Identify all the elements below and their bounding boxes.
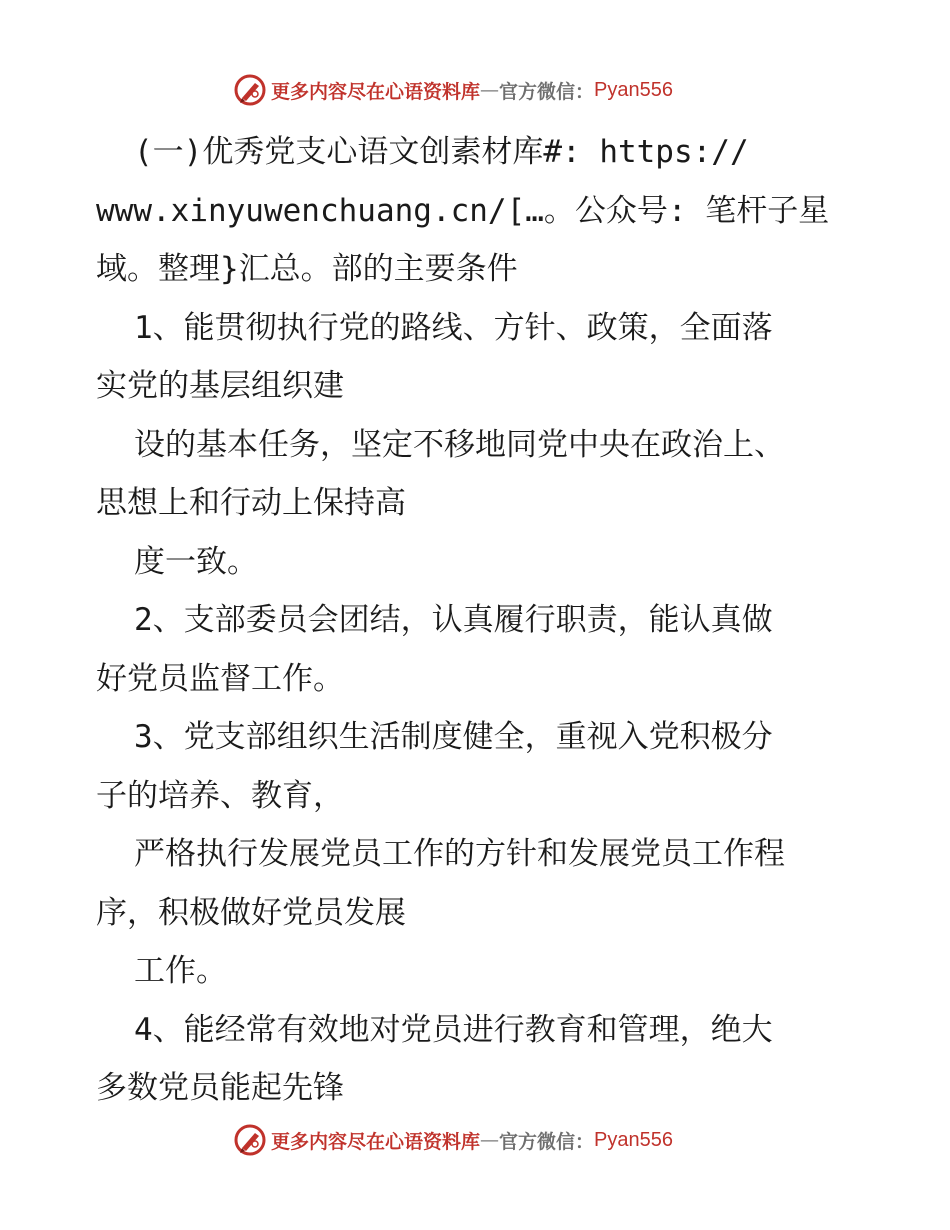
text-line: www.xinyuwenchuang.cn/[…。公众号: 笔杆子星: [96, 192, 830, 229]
text-line: 子的培养、教育，: [96, 777, 344, 814]
document-body: [96, 123, 856, 1118]
text-line: 序，积极做好党员发展: [96, 894, 406, 931]
text-line: 4、能经常有效地对党员进行教育和管理，绝大: [134, 1011, 773, 1048]
text-line: (一)优秀党支心语文创素材库#: https://: [134, 134, 749, 170]
text-line: 2、支部委员会团结，认真履行职责，能认真做: [134, 602, 773, 638]
text-line: 多数党员能起先锋: [96, 1070, 344, 1106]
header-banner: [233, 70, 733, 110]
text-line: 设的基本任务，坚定不移地同党中央在政治上、: [134, 426, 785, 463]
banner-official-wechat: 官方微信：: [499, 80, 595, 103]
banner-main-text: 更多内容尽在心语资料库: [271, 1130, 481, 1153]
text-line: 工作。: [134, 953, 227, 989]
text-line: 域。整理}汇总。部的主要条件: [96, 251, 518, 287]
text-line: 严格执行发展党员工作的方针和发展党员工作程: [134, 836, 785, 872]
banner-dash: —: [480, 1129, 500, 1151]
text-line: 好党员监督工作。: [96, 660, 344, 697]
red-pen-logo-icon: [233, 1123, 267, 1157]
banner-wechat-id: Pyan556: [594, 1128, 673, 1151]
banner-official-wechat: 官方微信：: [499, 1130, 595, 1153]
banner-main-text: 更多内容尽在心语资料库: [271, 80, 481, 103]
banner-dash: —: [480, 79, 500, 101]
red-pen-logo-icon: [233, 73, 267, 107]
text-line: 1、能贯彻执行党的路线、方针、政策，全面落: [134, 309, 773, 346]
banner-wechat-id: Pyan556: [594, 78, 673, 101]
text-line: 思想上和行动上保持高: [96, 485, 406, 521]
text-line: 实党的基层组织建: [96, 368, 344, 404]
text-line: 度一致。: [134, 543, 258, 580]
footer-banner: [233, 1120, 733, 1160]
text-line: 3、党支部组织生活制度健全，重视入党积极分: [134, 719, 773, 755]
